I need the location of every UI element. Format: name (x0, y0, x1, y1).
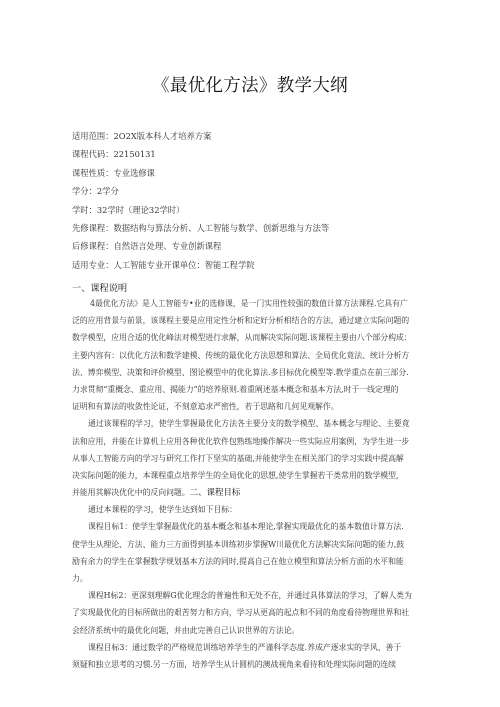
body-line: 力求贯彻“重概念、重应用、揭能力”的培养原则.着重阐述基本概念和基本方法,时于一线定理的 (72, 384, 399, 394)
body-line: 决实际问题的能力，本课程重点培养学生的全局优化的思想,使学生掌握若干类常用的数学模型， (72, 470, 404, 480)
section-heading-course-objectives: 二、课程目标 (189, 488, 241, 499)
body-line: 主要内容有：以优化方法和数学建模、传统的最优化方法思想和算法、全局优化竟法、统计分析方 (72, 350, 410, 360)
meta-scope: 适用范围：2O2X版本科人才培养方案 (72, 131, 212, 141)
document-body (72, 295, 432, 673)
body-line-with-heading (72, 484, 432, 501)
body-line: 使学生从理论、方法、能力三方面得到基本训练初步掌握W川最优化方法解决实际问题的能力,鼓 (72, 539, 404, 549)
body-line: 通过本课程的学习，使学生达到如下目标： (88, 505, 237, 515)
meta-prerequisites: 先修课程：数据结构与算法分析、人工智能与数学、创新思维与方法等 (72, 222, 330, 233)
meta-major-unit: 适用专业：人工智能专业开课单位：智能工程学院 (72, 259, 255, 270)
body-line: 力。 (72, 574, 88, 583)
section-heading-course-description: 一、课程说明 (72, 283, 128, 294)
meta-course-code: 课程代码：22150131 (72, 149, 156, 160)
objective-3-line: 课程目标3：通过数学的严格规范训练培养学生的严谨科学态度.养成产逐求实的学风、善于 (88, 642, 402, 652)
meta-credits: 学分：2学分 (72, 186, 119, 197)
body-line: 从事人工智能方向的学习与研究工作打下坚实的基础,并能使学生在相关部门的学习实践中提高解 (72, 453, 404, 463)
body-line: 通过该课程的学习，使学生掌握最优化方法各主要分支的数学模型、基本概念与理论、主要竟 (88, 419, 410, 429)
objective-1-line: 课程目标1：使学生掌握最优化的基本概念和基本理论,掌握实现最优化的基本数值计算方法. (88, 522, 404, 532)
objective-2-line: 课程H标2：更深刻理解G优化理念的普遍性和无处不在，并通过具体算法的学习，了解人类为 (88, 591, 412, 601)
body-line: 了实现最优化的目标所做出的艰苦努力和方向，学习从更高的起点和不同的角度看待物理世界和社 (72, 608, 410, 618)
meta-followups: 后修课程：自然语言处理、专业创新课程 (72, 241, 222, 252)
document-title: 《最优化方法》教学大纲 (152, 76, 348, 96)
body-line: 励有余力的学生在掌握数学规划基本方法的同时,提高自己在他立模型和算法分析方面的水平和能 (72, 556, 404, 566)
body-line: 法和应用，并能在计算机上应用各种优化软件包熟练地操作解决一些实际应用案例，为学生进一步 (72, 436, 410, 446)
body-line: 会经济系统中的最优化问题，并由此完善自己认识世界的方法论。 (72, 625, 300, 635)
body-line: 须疑和独立思考的习惯.另一方面，培养学生从计圆机的澳战视角来看待和处理实际问题的连续 (72, 659, 396, 669)
body-line: 泛的应用背景与前景，该课程主要是应用定性分析和定好分析相结合的方法，通过建立实际问题的 (72, 316, 410, 326)
body-line: 4最优化方法》是人工智能专•业的选修课，是一门实用性较强的数值计算方法课程.它具有广 (90, 299, 408, 308)
body-line: 数学模型，应用合适的优化峰法对模型进行求解，从而解决实际问题.该课程主要由八个部分构成： (72, 333, 412, 343)
body-line: 并能用其解决优化中的反向问题。 (72, 488, 190, 498)
course-meta (72, 127, 452, 274)
body-line: 证明和有算法的收敛性论证，不刻意追求严密性，若于思路和几何见观解作。 (72, 402, 339, 412)
body-line: 法、博弈模型、决策和评价模型、图论模型中的优化算法.多目标优化模型等.教学重点在前三部分. (72, 367, 409, 377)
meta-hours: 学时：32学时（理论32学时） (72, 204, 185, 215)
meta-course-nature: 课程性质：专业选修课 (72, 167, 155, 178)
